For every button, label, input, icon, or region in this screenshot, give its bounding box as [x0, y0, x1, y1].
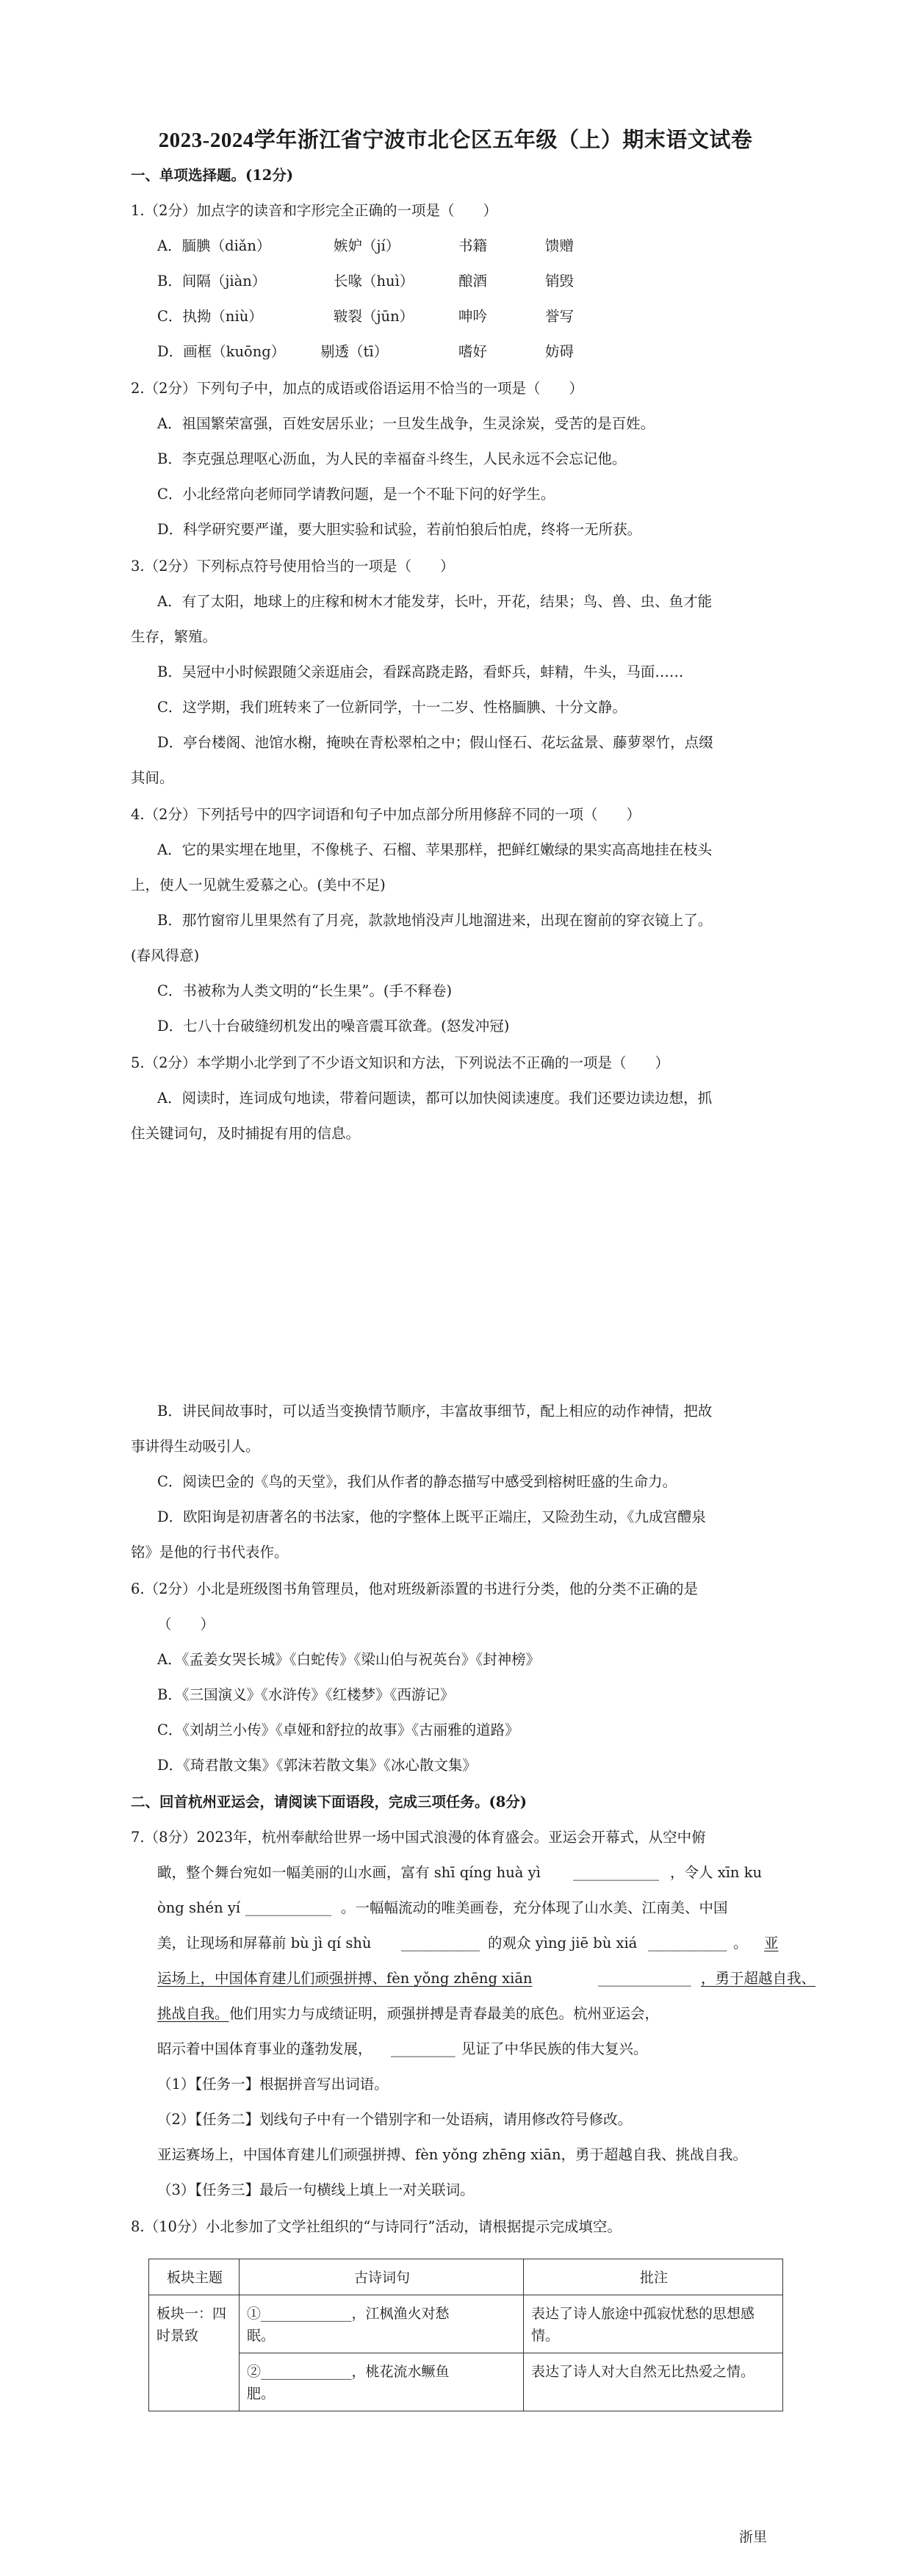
option-continuation: 住关键词句，及时捕捉有用的信息。: [131, 1125, 361, 1142]
passage-line: 7.（8分）2023年，杭州奉献给世界一场中国式浪漫的体育盛会。亚运会开幕式，从空中俯: [131, 1829, 706, 1846]
table-header: 批注: [524, 2259, 783, 2295]
option-cell: 销毁: [545, 273, 575, 289]
option: A．《孟姜女哭长城》《白蛇传》《梁山伯与祝英台》《封神榜》: [157, 1651, 541, 1668]
option: B．讲民间故事时，可以适当变换情节顺序，丰富故事细节，配上相应的动作神情，把故: [157, 1403, 713, 1420]
option: B．吴冠中小时候跟随父亲逛庙会，看踩高跷走路，看虾兵，蚌精，牛头，马面……: [157, 663, 684, 680]
passage-line: 美，让现场和屏幕前 bù jì qí shù: [157, 1935, 372, 1951]
option: A．它的果实埋在地里，不像桃子、石榴、苹果那样，把鲜红嫩绿的果实高高地挂在枝头: [157, 841, 713, 858]
verse-cell[interactable]: [240, 2295, 524, 2353]
option-cell: 妨碍: [545, 343, 575, 360]
watermark: 浙里: [739, 2529, 768, 2545]
option-cell: 酿酒: [458, 273, 488, 289]
option: C．《刘胡兰小传》《卓娅和舒拉的故事》《古丽雅的道路》: [157, 1721, 519, 1738]
option: B．那竹窗帘儿里果然有了月亮，款款地悄没声儿地溜进来，出现在窗前的穿衣镜上了。: [157, 912, 713, 929]
table-header: 古诗词句: [240, 2259, 524, 2295]
option-cell: D．画框（kuōng）: [157, 343, 286, 360]
table-header: 板块主题: [149, 2259, 240, 2295]
option-cell: 嗜好: [458, 343, 488, 360]
section-heading: 一、单项选择题。(12分): [131, 167, 294, 184]
option-cell: C．执拗（niù）: [157, 308, 263, 325]
verse-text: ，江枫渔火对愁: [351, 2306, 450, 2322]
question-stem-continuation: （ ）: [157, 1616, 215, 1633]
verse-text: 肥。: [247, 2386, 276, 2402]
table-row: [149, 2295, 783, 2353]
question-stem: 8.（10分）小北参加了文学社组织的“与诗同行”活动，请根据提示完成填空。: [131, 2218, 622, 2235]
answer-blank[interactable]: _____________: [598, 1970, 691, 1987]
quoted-sentence: 亚运赛场上，中国体育建儿们顽强拼搏、fèn yǒng zhēng xiān，勇于超越自我、挑战自我。: [157, 2146, 748, 2163]
underlined-sentence: 挑战自我。: [157, 2005, 229, 2022]
passage-line: 见证了中华民族的伟大复兴。: [461, 2040, 648, 2057]
option: D．欧阳询是初唐著名的书法家，他的字整体上既平正端庄，又险劲生动，《九成宫醴泉: [157, 1508, 706, 1525]
question-stem: 6.（2分）小北是班级图书角管理员，他对班级新添置的书进行分类，他的分类不正确的是: [131, 1580, 699, 1597]
option-cell: 剔透（tī）: [320, 343, 389, 360]
passage-line: 他们用实力与成绩证明，顽强拼搏是青春最美的底色。杭州亚运会，: [229, 2005, 660, 2022]
option-cell: A．腼腆（diǎn）: [157, 237, 271, 254]
item-number: ①: [247, 2306, 262, 2322]
option-continuation: 铭》是他的行书代表作。: [131, 1544, 289, 1561]
option: C．阅读巴金的《鸟的天堂》，我们从作者的静态描写中感受到榕树旺盛的生命力。: [157, 1473, 677, 1490]
option-continuation: 其间。: [131, 769, 174, 786]
question-stem: 4.（2分）下列括号中的四字词语和句子中加点部分所用修辞不同的一项（ ）: [131, 806, 641, 823]
answer-blank[interactable]: ____________: [573, 1864, 659, 1881]
task-line: （3）【任务三】最后一句横线上填上一对关联词。: [157, 2181, 475, 2198]
note-text: 表达了诗人旅途中孤寂忧愁的思想感: [531, 2306, 755, 2322]
underlined-sentence: 运场上，中国体育建儿们顽强拼搏、fèn yǒng zhēng xiān: [157, 1970, 533, 1987]
option: C．这学期，我们班转来了一位新同学，十一二岁、性格腼腆、十分文静。: [157, 699, 627, 716]
note-cell: [524, 2295, 783, 2353]
question-stem: 1.（2分）加点字的读音和字形完全正确的一项是（ ）: [131, 202, 498, 219]
answer-blank[interactable]: _________: [391, 2040, 455, 2057]
note-text: 情。: [531, 2328, 560, 2344]
answer-blank[interactable]: ___________: [648, 1935, 727, 1951]
note-text: 表达了诗人对大自然无比热爱之情。: [531, 2364, 755, 2380]
passage-line: 的观众 yìng jiē bù xiá: [488, 1935, 638, 1951]
option: A．祖国繁荣富强，百姓安居乐业；一旦发生战争，生灵涂炭，受苦的是百姓。: [157, 415, 655, 432]
option: B．《三国演义》《水浒传》《红楼梦》《西游记》: [157, 1686, 455, 1703]
underlined-sentence: ，勇于超越自我、: [701, 1970, 816, 1987]
note-cell: [524, 2353, 783, 2411]
question-stem: 3.（2分）下列标点符号使用恰当的一项是（ ）: [131, 558, 455, 575]
option: C．书被称为人类文明的“长生果”。(手不释卷): [157, 982, 453, 999]
option-cell: 长喙（huì）: [334, 273, 414, 289]
verse-cell[interactable]: [240, 2353, 524, 2411]
underlined-sentence: 亚: [764, 1935, 779, 1951]
answer-blank[interactable]: ___________: [401, 1935, 480, 1951]
question-stem: 2.（2分）下列句子中，加点的成语或俗语运用不恰当的一项是（ ）: [131, 380, 584, 397]
option-cell: 馈赠: [545, 237, 575, 254]
option-cell: B．间隔（jiàn）: [157, 273, 267, 289]
option-cell: 誉写: [545, 308, 575, 325]
option-continuation: (春风得意): [131, 947, 200, 964]
option-continuation: 生存，繁殖。: [131, 628, 217, 645]
page-title: 2023-2024学年浙江省宁波市北仑区五年级（上）期末语文试卷: [158, 129, 753, 152]
verse-text: 眠。: [247, 2328, 276, 2344]
passage-line: 。: [733, 1935, 748, 1951]
table-row: [149, 2353, 783, 2411]
passage-line: 昭示着中国体育事业的蓬勃发展，: [157, 2040, 372, 2057]
option: D．七八十台破缝纫机发出的噪音震耳欲聋。(怒发冲冠): [157, 1018, 510, 1035]
item-number: ②: [247, 2364, 262, 2380]
passage-line: 。一幅幅流动的唯美画卷，充分体现了山水美、江南美、中国: [341, 1899, 728, 1916]
answer-blank[interactable]: _____________: [261, 2364, 352, 2380]
block-theme-cell: 板块一：四时景致: [149, 2295, 240, 2411]
option: B．李克强总理呕心沥血，为人民的幸福奋斗终生，人民永远不会忘记他。: [157, 450, 627, 467]
option-continuation: 上，使人一见就生爱慕之心。(美中不足): [131, 877, 386, 893]
passage-line: 瞰，整个舞台宛如一幅美丽的山水画，富有 shī qíng huà yì: [157, 1864, 541, 1881]
passage-line: òng shén yí: [157, 1899, 241, 1916]
answer-blank[interactable]: _____________: [261, 2306, 352, 2322]
passage-line: ，令人 xīn ku: [670, 1864, 763, 1881]
option: D．科学研究要严谨，要大胆实验和试验，若前怕狼后怕虎，终将一无所获。: [157, 521, 642, 538]
option: C．小北经常向老师同学请教问题，是一个不耻下问的好学生。: [157, 486, 555, 503]
task-line: （1）【任务一】根据拼音写出词语。: [157, 2076, 389, 2093]
poetry-table: [148, 2259, 783, 2411]
section-heading: 二、回首杭州亚运会，请阅读下面语段，完成三项任务。(8分): [131, 1794, 527, 1810]
option: A．阅读时，连词成句地读，带着问题读，都可以加快阅读速度。我们还要边读边想，抓: [157, 1090, 713, 1107]
option: D．亭台楼阁、池馆水榭，掩映在青松翠柏之中；假山怪石、花坛盆景、藤萝翠竹，点缀: [157, 734, 713, 751]
task-line: （2）【任务二】划线句子中有一个错别字和一处语病，请用修改符号修改。: [157, 2111, 633, 2128]
option-cell: 呻吟: [458, 308, 488, 325]
option: D．《琦君散文集》《郭沫若散文集》《冰心散文集》: [157, 1757, 477, 1774]
answer-blank[interactable]: ____________: [245, 1899, 331, 1916]
verse-text: ，桃花流水鳜鱼: [351, 2364, 450, 2380]
option-cell: 书籍: [458, 237, 488, 254]
option: A．有了太阳，地球上的庄稼和树木才能发芽，长叶，开花，结果；鸟、兽、虫、鱼才能: [157, 593, 713, 610]
option-cell: 皲裂（jūn）: [334, 308, 414, 325]
option-continuation: 事讲得生动吸引人。: [131, 1438, 260, 1455]
question-stem: 5.（2分）本学期小北学到了不少语文知识和方法，下列说法不正确的一项是（ ）: [131, 1054, 670, 1071]
table-header-row: [149, 2259, 783, 2295]
option-cell: 嫉妒（jí）: [334, 237, 400, 254]
